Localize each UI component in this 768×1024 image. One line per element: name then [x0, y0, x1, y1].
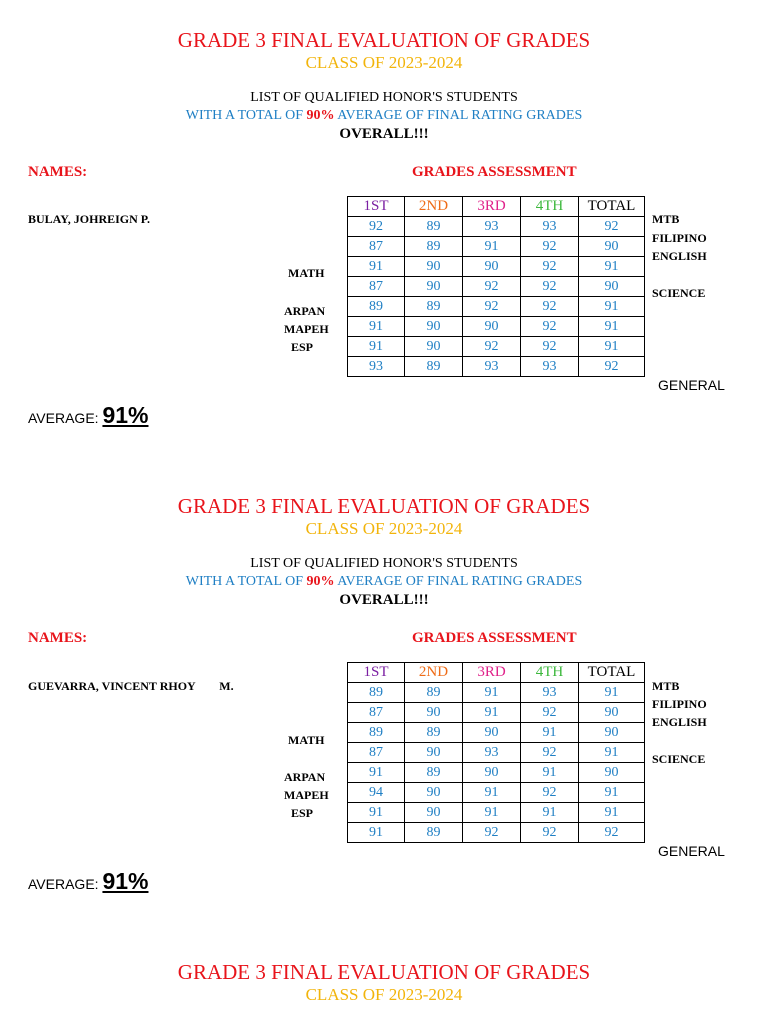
grade-cell: 92	[579, 217, 645, 237]
header-3rd: 3RD	[463, 197, 521, 217]
table-row	[348, 783, 645, 803]
table-row	[348, 703, 645, 723]
header-3rd: 3RD	[463, 663, 521, 683]
header-total: TOTAL	[579, 663, 645, 683]
grade-cell: 91	[579, 683, 645, 703]
grade-cell: 92	[348, 217, 405, 237]
grade-cell: 93	[463, 217, 521, 237]
honors-list-heading: LIST OF QUALIFIED HONOR'S STUDENTS	[250, 556, 518, 571]
subject-label-mapeh: MAPEH	[284, 788, 329, 802]
student-name: GUEVARRA, VINCENT RHOY M.	[28, 679, 234, 693]
grade-cell: 87	[348, 237, 405, 257]
grades-table	[347, 662, 645, 843]
grade-cell: 92	[579, 823, 645, 843]
table-row	[348, 823, 645, 843]
grade-cell: 91	[463, 703, 521, 723]
average-line	[28, 868, 148, 895]
student-name: BULAY, JOHREIGN P.	[28, 212, 151, 226]
grade-cell: 92	[521, 277, 579, 297]
class-year: CLASS OF 2023-2024	[305, 53, 463, 72]
grade-cell: 89	[405, 297, 463, 317]
grade-cell: 90	[579, 277, 645, 297]
subject-label-filipino: FILIPINO	[652, 231, 707, 245]
grade-cell: 93	[521, 357, 579, 377]
class-year: CLASS OF 2023-2024	[305, 985, 463, 1004]
grade-cell: 90	[579, 723, 645, 743]
grade-cell: 89	[348, 297, 405, 317]
grade-cell: 92	[521, 257, 579, 277]
grade-cell: 91	[579, 743, 645, 763]
general-label: GENERAL	[658, 377, 725, 393]
table-header-row	[348, 197, 645, 217]
grade-cell: 90	[405, 277, 463, 297]
grade-cell: 92	[521, 237, 579, 257]
grade-cell: 90	[405, 803, 463, 823]
subject-label-mapeh: MAPEH	[284, 322, 329, 336]
grade-cell: 91	[348, 317, 405, 337]
grade-cell: 93	[463, 743, 521, 763]
average-label: AVERAGE:	[28, 410, 103, 426]
grade-cell: 92	[463, 297, 521, 317]
grade-cell: 92	[521, 337, 579, 357]
class-year: CLASS OF 2023-2024	[305, 519, 463, 538]
table-row	[348, 803, 645, 823]
table-row	[348, 683, 645, 703]
header-4th: 4TH	[521, 197, 579, 217]
grade-cell: 90	[463, 257, 521, 277]
names-label: NAMES:	[28, 164, 88, 180]
grade-cell: 92	[463, 823, 521, 843]
grade-cell: 92	[521, 823, 579, 843]
grade-cell: 91	[348, 763, 405, 783]
header-4th: 4TH	[521, 663, 579, 683]
header-1st: 1ST	[348, 197, 405, 217]
criteria-suffix: AVERAGE OF FINAL RATING GRADES	[334, 574, 583, 589]
section-title: GRADE 3 FINAL EVALUATION OF GRADES	[177, 494, 591, 518]
grade-cell: 91	[348, 257, 405, 277]
table-row	[348, 723, 645, 743]
table-row	[348, 217, 645, 237]
table-row	[348, 317, 645, 337]
subject-label-math: MATH	[288, 266, 325, 280]
grade-cell: 91	[579, 783, 645, 803]
criteria-suffix: AVERAGE OF FINAL RATING GRADES	[334, 108, 583, 123]
grade-cell: 91	[348, 823, 405, 843]
grade-cell: 93	[463, 357, 521, 377]
grade-cell: 90	[463, 723, 521, 743]
table-row	[348, 277, 645, 297]
subject-label-esp: ESP	[291, 806, 314, 820]
honors-list-heading: LIST OF QUALIFIED HONOR'S STUDENTS	[250, 90, 518, 105]
table-row	[348, 743, 645, 763]
average-line	[28, 402, 148, 429]
subject-label-math: MATH	[288, 733, 325, 747]
grade-cell: 90	[405, 337, 463, 357]
criteria-line	[0, 574, 768, 590]
grade-cell: 90	[405, 743, 463, 763]
grade-cell: 90	[405, 783, 463, 803]
average-value: 91%	[102, 402, 149, 428]
grade-cell: 93	[521, 683, 579, 703]
grade-cell: 91	[463, 683, 521, 703]
grades-assessment-label: GRADES ASSESSMENT	[412, 164, 577, 180]
header-2nd: 2ND	[405, 197, 463, 217]
grade-cell: 90	[405, 317, 463, 337]
grade-cell: 89	[405, 683, 463, 703]
header-total: TOTAL	[579, 197, 645, 217]
table-header-row	[348, 663, 645, 683]
grade-cell: 94	[348, 783, 405, 803]
overall-text: OVERALL!!!	[339, 592, 429, 608]
grade-cell: 87	[348, 743, 405, 763]
subject-label-science: SCIENCE	[652, 752, 706, 766]
grade-cell: 92	[521, 703, 579, 723]
grade-cell: 93	[521, 217, 579, 237]
table-row	[348, 297, 645, 317]
table-row	[348, 357, 645, 377]
grade-cell: 91	[579, 317, 645, 337]
grade-cell: 91	[579, 297, 645, 317]
general-label: GENERAL	[658, 843, 725, 859]
names-label: NAMES:	[28, 630, 88, 646]
criteria-percent: 90%	[306, 574, 335, 589]
grades-assessment-label: GRADES ASSESSMENT	[412, 630, 577, 646]
subject-label-mtb: MTB	[652, 679, 680, 693]
grade-cell: 93	[348, 357, 405, 377]
grade-cell: 87	[348, 703, 405, 723]
grade-cell: 91	[521, 723, 579, 743]
subject-label-esp: ESP	[291, 340, 314, 354]
grade-cell: 91	[579, 337, 645, 357]
grade-cell: 91	[348, 337, 405, 357]
average-label: AVERAGE:	[28, 876, 103, 892]
grade-cell: 89	[405, 357, 463, 377]
grade-cell: 91	[348, 803, 405, 823]
grade-cell: 90	[579, 237, 645, 257]
subject-label-science: SCIENCE	[652, 286, 706, 300]
grade-cell: 90	[579, 763, 645, 783]
grade-cell: 91	[463, 237, 521, 257]
grade-cell: 92	[521, 783, 579, 803]
subject-label-arpan: ARPAN	[284, 304, 326, 318]
grade-cell: 92	[579, 357, 645, 377]
grades-table	[347, 196, 645, 377]
subject-label-mtb: MTB	[652, 212, 680, 226]
subject-label-english: ENGLISH	[652, 249, 707, 263]
criteria-percent: 90%	[306, 108, 335, 123]
subject-label-arpan: ARPAN	[284, 770, 326, 784]
grade-cell: 91	[521, 803, 579, 823]
grade-cell: 89	[405, 237, 463, 257]
subject-label-filipino: FILIPINO	[652, 697, 707, 711]
grade-cell: 92	[463, 337, 521, 357]
grade-cell: 89	[405, 723, 463, 743]
grade-cell: 91	[463, 803, 521, 823]
grade-cell: 92	[521, 743, 579, 763]
header-1st: 1ST	[348, 663, 405, 683]
header-2nd: 2ND	[405, 663, 463, 683]
grade-cell: 90	[579, 703, 645, 723]
grade-cell: 89	[405, 823, 463, 843]
grade-cell: 91	[579, 257, 645, 277]
grade-cell: 90	[405, 257, 463, 277]
grade-cell: 87	[348, 277, 405, 297]
grade-cell: 90	[463, 317, 521, 337]
grade-cell: 90	[405, 703, 463, 723]
grade-cell: 89	[405, 763, 463, 783]
grade-cell: 91	[521, 763, 579, 783]
criteria-prefix: WITH A TOTAL OF	[185, 574, 307, 589]
section-title: GRADE 3 FINAL EVALUATION OF GRADES	[177, 960, 591, 984]
section-title: GRADE 3 FINAL EVALUATION OF GRADES	[177, 28, 591, 52]
subject-label-english: ENGLISH	[652, 715, 707, 729]
table-row	[348, 257, 645, 277]
criteria-prefix: WITH A TOTAL OF	[185, 108, 307, 123]
grade-cell: 92	[463, 277, 521, 297]
grade-cell: 91	[579, 803, 645, 823]
grade-cell: 89	[348, 683, 405, 703]
grade-cell: 89	[405, 217, 463, 237]
table-row	[348, 237, 645, 257]
grade-cell: 90	[463, 763, 521, 783]
table-row	[348, 763, 645, 783]
criteria-line	[0, 108, 768, 124]
grade-cell: 91	[463, 783, 521, 803]
table-row	[348, 337, 645, 357]
grade-cell: 89	[348, 723, 405, 743]
grade-cell: 92	[521, 317, 579, 337]
average-value: 91%	[102, 868, 149, 894]
grade-cell: 92	[521, 297, 579, 317]
overall-text: OVERALL!!!	[339, 126, 429, 142]
